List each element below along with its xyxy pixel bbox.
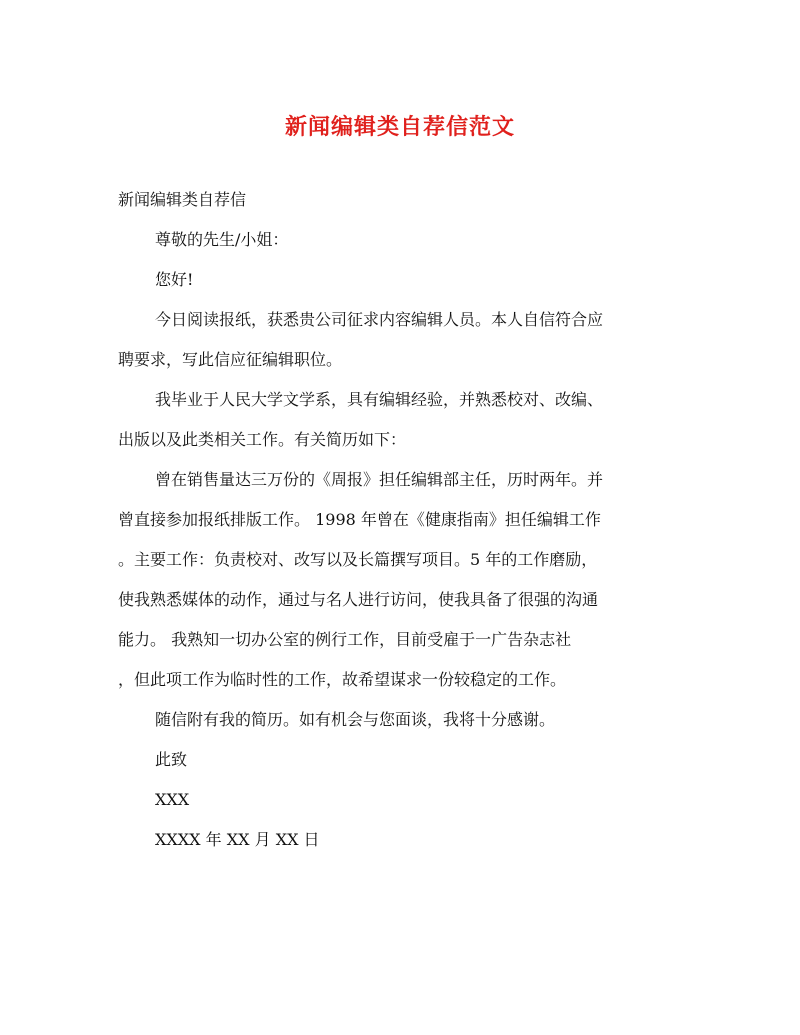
closing: 此致	[155, 750, 188, 769]
signature-date: XXXX 年 XX 月 XX 日	[155, 830, 320, 849]
paragraph-3-line-5: 能力。 我熟知一切办公室的例行工作，目前受雇于一广告杂志社	[118, 630, 572, 649]
greeting: 您好!	[155, 270, 194, 289]
paragraph-3-line-2: 曾直接参加报纸排版工作。 1998 年曾在《健康指南》担任编辑工作	[118, 510, 601, 529]
paragraph-1-line-1: 今日阅读报纸，获悉贵公司征求内容编辑人员。本人自信符合应	[155, 310, 604, 329]
paragraph-2-line-2: 出版以及此类相关工作。有关简历如下：	[118, 430, 407, 449]
paragraph-3-line-4: 使我熟悉媒体的动作，通过与名人进行访问，使我具备了很强的沟通	[118, 590, 599, 609]
paragraph-3-line-1: 曾在销售量达三万份的《周报》担任编辑部主任，历时两年。并	[155, 470, 604, 489]
paragraph-3-line-6: ，但此项工作为临时性的工作，故希望谋求一份较稳定的工作。	[118, 670, 567, 689]
letter-body	[118, 180, 678, 860]
letter-heading: 新闻编辑类自荐信	[118, 190, 247, 209]
paragraph-1-line-2: 聘要求，写此信应征编辑职位。	[118, 350, 343, 369]
salutation: 尊敬的先生/小姐：	[155, 230, 289, 249]
paragraph-2-line-1: 我毕业于人民大学文学系，具有编辑经验，并熟悉校对、改编、	[155, 390, 604, 409]
paragraph-4: 随信附有我的简历。如有机会与您面谈，我将十分感谢。	[155, 710, 556, 729]
paragraph-3-line-3: 。主要工作：负责校对、改写以及长篇撰写项目。5 年的工作磨励，	[118, 550, 598, 569]
document-title: 新闻编辑类自荐信范文	[284, 114, 515, 140]
signature-name: XXX	[155, 790, 190, 809]
